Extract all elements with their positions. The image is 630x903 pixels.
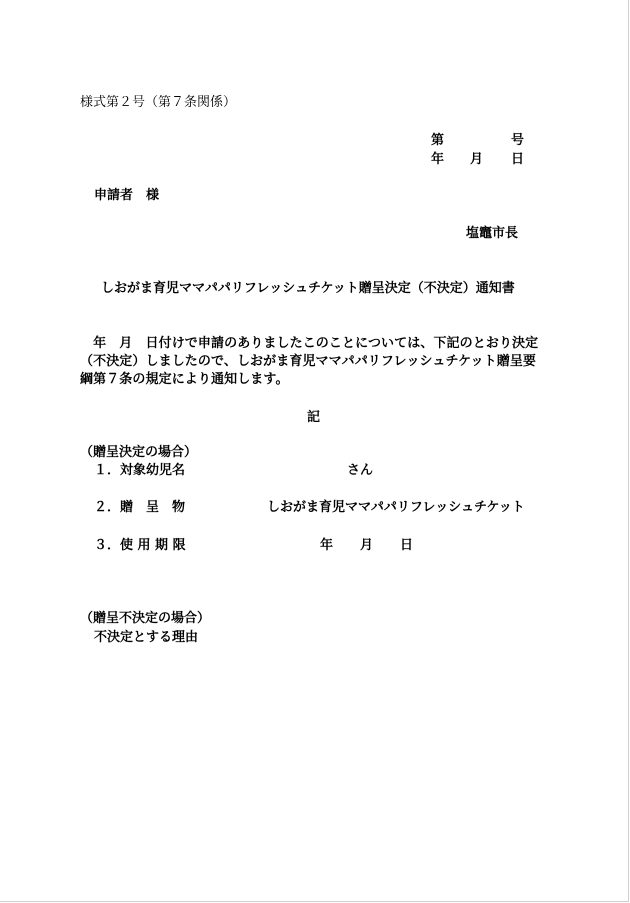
addressee: 申請者 様 [94,188,160,203]
item-2-value: しおがま育児ママパパリフレッシュチケット [267,500,525,515]
expiry-day: 日 [400,538,414,553]
non-decision-section-heading: （贈呈不決定の場合） [80,611,211,626]
doc-number-dai: 第 [431,133,445,148]
body-line-3: 綱第７条の規定により通知します。 [80,372,289,387]
non-decision-reason-label: 不決定とする理由 [94,630,199,645]
ki-heading: 記 [307,410,321,425]
doc-number-go: 号 [511,133,525,148]
body-line-2: （不決定）しましたので、しおがま育児ママパパリフレッシュチケット贈呈要 [80,354,537,369]
item-3-label: ３．使 用 期 限 [94,538,186,553]
date-month: 月 [470,152,484,167]
body-line-1: 年 月 日付けで申請のありましたこのことについては、下記のとおり決定 [80,336,539,351]
item-2-label: ２．贈 呈 物 [94,500,186,515]
issuer: 塩竈市長 [466,226,519,241]
decision-section-heading: （贈呈決定の場合） [80,445,198,460]
expiry-month: 月 [360,538,374,553]
date-day: 日 [511,152,525,167]
form-number: 様式第２号（第７条関係） [80,95,237,110]
item-1-value: さん [347,463,374,478]
document-title: しおがま育児ママパパリフレッシュチケット贈呈決定（不決定）通知書 [101,281,515,296]
date-year: 年 [431,152,445,167]
expiry-year: 年 [320,538,334,553]
item-1-label: １．対象幼児名 [94,463,186,478]
